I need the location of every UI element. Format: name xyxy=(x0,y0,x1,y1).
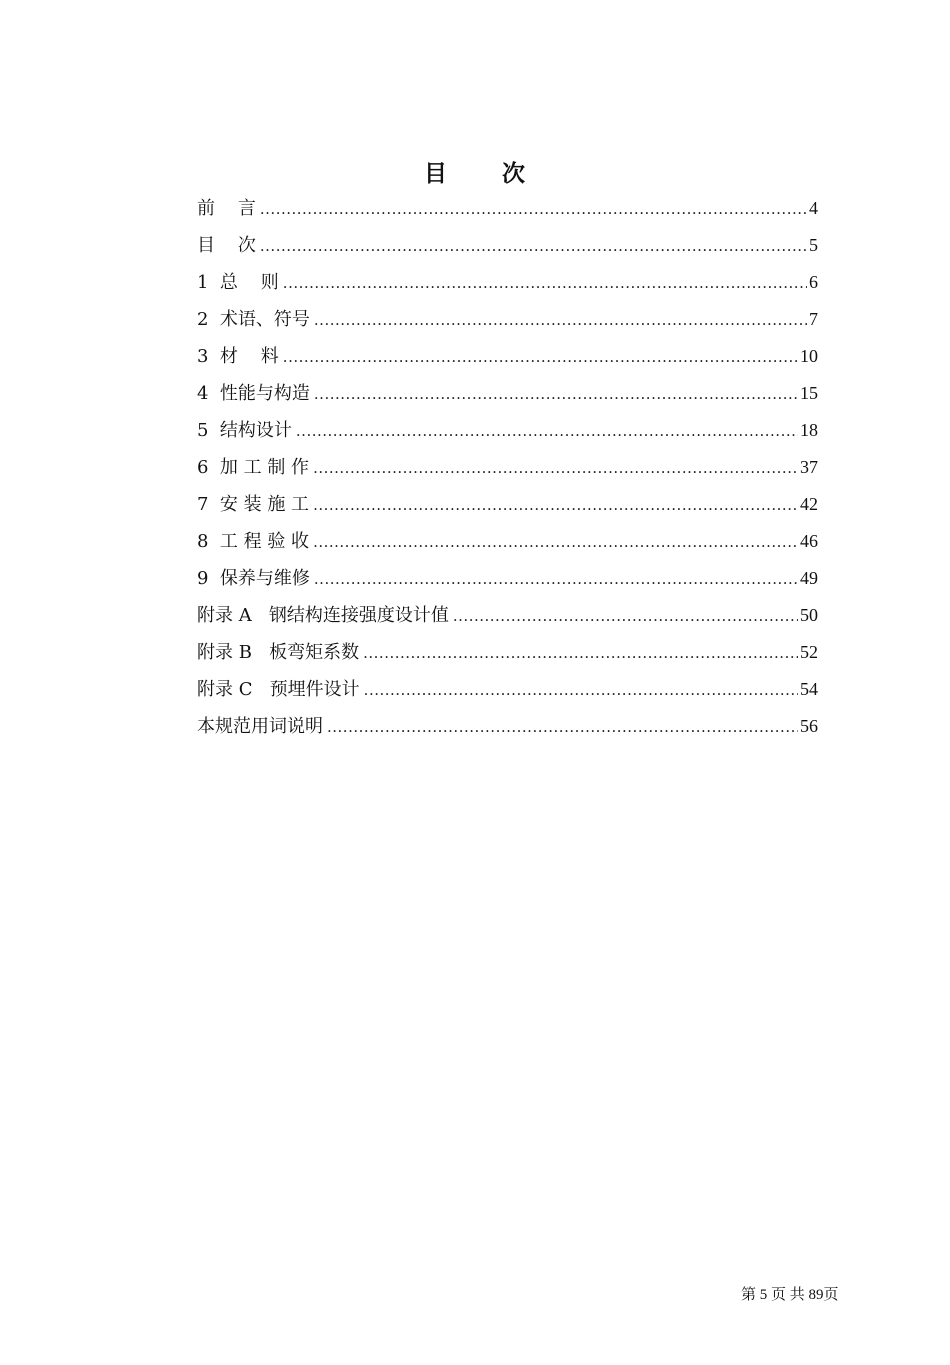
toc-entry-appendix-c[interactable] xyxy=(197,671,818,708)
toc-entry-page: 49 xyxy=(800,568,818,588)
toc-dot-leader xyxy=(260,191,807,228)
toc-entry-page: 18 xyxy=(800,420,818,440)
toc-entry-chapter-2[interactable] xyxy=(197,301,818,338)
toc-dot-leader xyxy=(314,376,798,413)
toc-entry-page: 5 xyxy=(809,235,818,255)
toc-entry-label: 3 材 料 xyxy=(197,346,279,367)
toc-dot-leader xyxy=(283,265,807,302)
toc-entry-label: 附录 C 预埋件设计 xyxy=(197,679,360,700)
toc-entry-page: 50 xyxy=(800,605,818,625)
toc-entry-label: 7 安 装 施 工 xyxy=(197,494,310,515)
toc-entry-label: 2 术语、符号 xyxy=(197,309,310,330)
toc-dot-leader xyxy=(314,561,798,598)
toc-entry-label: 本规范用词说明 xyxy=(197,716,323,737)
table-of-contents xyxy=(197,190,818,745)
toc-dot-leader xyxy=(363,635,798,672)
toc-entry-page: 54 xyxy=(800,679,818,699)
toc-entry-label: 8 工 程 验 收 xyxy=(197,531,310,552)
toc-entry-label: 4 性能与构造 xyxy=(197,383,310,404)
toc-entry-chapter-8[interactable] xyxy=(197,523,818,560)
toc-entry-page: 7 xyxy=(809,309,818,329)
toc-entry-chapter-5[interactable] xyxy=(197,412,818,449)
toc-entry-chapter-6[interactable] xyxy=(197,449,818,486)
toc-entry-label: 附录 B 板弯矩系数 xyxy=(197,642,360,663)
toc-entry-chapter-1[interactable] xyxy=(197,264,818,301)
toc-entry-chapter-3[interactable] xyxy=(197,338,818,375)
toc-dot-leader xyxy=(313,487,798,524)
toc-entry-chapter-4[interactable] xyxy=(197,375,818,412)
toc-dot-leader xyxy=(260,228,807,265)
toc-entry-page: 52 xyxy=(800,642,818,662)
toc-entry-label: 前 言 xyxy=(197,198,256,219)
toc-dot-leader xyxy=(283,339,798,376)
toc-entry-label: 附录 A 钢结构连接强度设计值 xyxy=(197,605,449,626)
toc-entry-page: 56 xyxy=(800,716,818,736)
toc-dot-leader xyxy=(313,524,798,561)
toc-entry-label: 5 结构设计 xyxy=(197,420,292,441)
toc-entry-label: 9 保养与维修 xyxy=(197,568,310,589)
toc-entry-chapter-9[interactable] xyxy=(197,560,818,597)
page-title: 目 次 xyxy=(423,161,527,188)
page-number-footer: 第 5 页 共 89页 xyxy=(741,1287,839,1303)
toc-entry-terminology[interactable] xyxy=(197,708,818,745)
toc-entry-label: 6 加 工 制 作 xyxy=(197,457,310,478)
toc-dot-leader xyxy=(296,413,798,450)
toc-entry-page: 37 xyxy=(800,457,818,477)
toc-entry-appendix-b[interactable] xyxy=(197,634,818,671)
toc-dot-leader xyxy=(314,302,807,339)
toc-entry-page: 42 xyxy=(800,494,818,514)
toc-entry-page: 6 xyxy=(809,272,818,292)
toc-dot-leader xyxy=(313,450,798,487)
toc-entry-label: 目 次 xyxy=(197,235,256,256)
toc-entry-page: 15 xyxy=(800,383,818,403)
toc-entry-chapter-7[interactable] xyxy=(197,486,818,523)
toc-dot-leader xyxy=(453,598,798,635)
toc-entry-label: 1 总 则 xyxy=(197,272,279,293)
toc-entry-page: 46 xyxy=(800,531,818,551)
toc-entry-contents[interactable] xyxy=(197,227,818,264)
toc-dot-leader xyxy=(327,709,798,746)
toc-entry-page: 4 xyxy=(809,198,818,218)
toc-entry-appendix-a[interactable] xyxy=(197,597,818,634)
toc-dot-leader xyxy=(364,672,798,709)
toc-entry-page: 10 xyxy=(800,346,818,366)
toc-entry-preface[interactable] xyxy=(197,190,818,227)
